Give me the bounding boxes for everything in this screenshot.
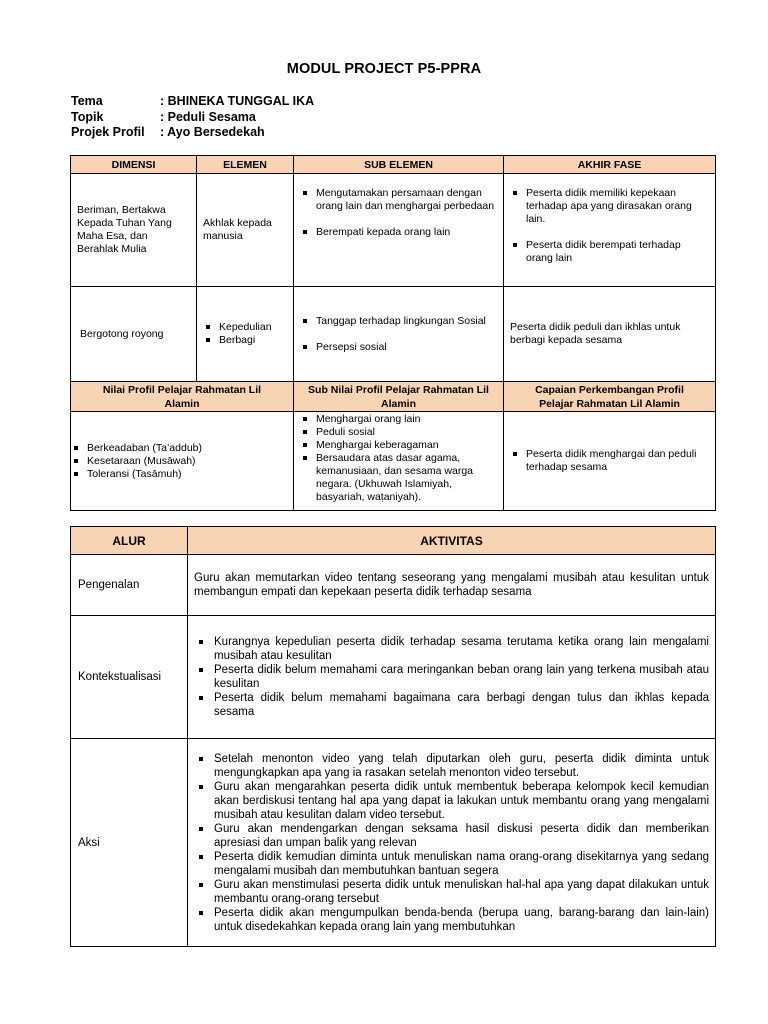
meta-value: : BHINEKA TUNGGAL IKA — [160, 94, 315, 108]
meta-key: Topik — [71, 109, 104, 124]
header-sub-nilai — [294, 382, 504, 412]
header-aktivitas: AKTIVITAS — [188, 527, 716, 555]
alur-label: Kontekstualisasi — [78, 671, 162, 683]
document-title: MODUL PROJECT P5-PPRA — [286, 61, 482, 77]
sub-elemen-cell — [294, 287, 504, 382]
aktivitas-cell — [188, 616, 716, 739]
alur-cell — [71, 616, 188, 739]
activity-row-aksi — [71, 739, 716, 947]
profile-header-row — [71, 156, 716, 174]
list-item: Peserta didik menghargai dan peduli terhadap sesama — [510, 448, 709, 474]
list-item: Persepsi sosial — [300, 341, 497, 354]
module-meta — [71, 94, 314, 141]
meta-row-tema — [71, 94, 314, 110]
aktivitas-cell — [188, 739, 716, 947]
list-item: Setelah menonton video yang telah diputarkan oleh guru, peserta didik diminta untuk mengungkapkan apa yang ia rasakan setelah menonton video tersebut. — [194, 752, 709, 780]
akhir-fase-cell — [504, 287, 716, 382]
aktivitas-list — [188, 748, 715, 938]
list-item: Peserta didik belum memahami cara meringankan beban orang lain yang terkena musibah atau kesulitan — [194, 663, 709, 691]
meta-row-projek-profil — [71, 125, 314, 141]
header-capaian-text: Capaian Perkembangan Profil Pelajar Rahmatan Lil Alamin — [535, 383, 684, 410]
header-capaian — [504, 382, 716, 412]
list-item: Berbagi — [203, 334, 287, 347]
profile-row — [71, 412, 716, 511]
sub-elemen-list — [294, 174, 503, 243]
list-item: Guru akan mendengarkan dengan seksama hasil diskusi peserta didik dan memberikan apresiasi dan umpan balik yang relevan — [194, 822, 709, 850]
dimensi-cell — [71, 287, 197, 382]
akhir-fase-list — [504, 174, 715, 269]
dimensi-cell — [71, 174, 197, 287]
list-item: Tanggap terhadap lingkungan Sosial — [300, 315, 497, 328]
header-akhir-fase: AKHIR FASE — [504, 156, 716, 174]
elemen-cell — [197, 174, 294, 287]
list-item: Peserta didik belum memahami bagaimana cara berbagi dengan tulus dan ikhlas kepada sesama — [194, 691, 709, 719]
alur-label: Pengenalan — [78, 579, 140, 591]
sub-nilai-list — [294, 412, 503, 508]
dimensi-text: Beriman, Bertakwa Kepada Tuhan Yang Maha Esa, dan Berahlak Mulia — [77, 204, 172, 255]
list-item: Peserta didik kemudian diminta untuk menuliskan nama orang-orang disekitarnya yang sedang mengalami musibah dan membutuhkan bantuan segera — [194, 850, 709, 878]
alur-cell — [71, 555, 188, 616]
aktivitas-list — [188, 631, 715, 723]
capaian-list — [504, 444, 715, 478]
header-nilai-profil — [71, 382, 294, 412]
list-item: Guru akan menstimulasi peserta didik untuk menuliskan hal-hal apa yang dapat dilakukan untuk membantu orang-orang tersebut — [194, 878, 709, 906]
list-item: Kurangnya kepedulian peserta didik terhadap sesama terutama ketika orang lain mengalami musibah atau kesulitan — [194, 635, 709, 663]
list-item: Mengutamakan persamaan dengan orang lain dan menghargai perbedaan — [300, 187, 497, 213]
meta-value: : Peduli Sesama — [160, 109, 256, 124]
elemen-list — [197, 317, 293, 351]
list-item: Berkeadaban (Ta’addub) — [71, 442, 287, 455]
list-item: Peserta didik akan mengumpulkan benda-benda (berupa uang, barang-barang dan lain-lain) untuk disedekahkan kepada orang lain yang membutuhkan — [194, 906, 709, 934]
activity-table — [70, 526, 716, 947]
meta-row-topik — [71, 110, 314, 126]
alur-cell — [71, 739, 188, 947]
akhir-fase-text: Peserta didik peduli dan ikhlas untuk berbagi kepada sesama — [510, 321, 681, 346]
header-nilai-profil-text: Nilai Profil Pelajar Rahmatan Lil Alamin — [102, 383, 262, 410]
elemen-text: Akhlak kepada manusia — [203, 217, 272, 242]
list-item: Menghargai keberagaman — [300, 439, 497, 452]
sub-elemen-list — [294, 311, 503, 358]
akhir-fase-cell — [504, 174, 716, 287]
header-elemen: ELEMEN — [197, 156, 294, 174]
header-sub-elemen: SUB ELEMEN — [294, 156, 504, 174]
dimensi-text: Bergotong royong — [80, 327, 164, 340]
sub-elemen-cell — [294, 174, 504, 287]
profile-row — [71, 174, 716, 287]
elemen-cell — [197, 287, 294, 382]
profile-header-row-2 — [71, 382, 716, 412]
capaian-cell — [504, 412, 716, 511]
profile-table — [70, 155, 716, 511]
meta-key: Projek Profil — [71, 125, 145, 139]
list-item: Kepedulian — [203, 321, 287, 334]
list-item: Peserta didik berempati terhadap orang lain — [510, 239, 709, 265]
list-item: Kesetaraan (Musāwah) — [71, 455, 287, 468]
nilai-list — [71, 438, 293, 485]
meta-value: : Ayo Bersedekah — [160, 125, 265, 139]
list-item: Berempati kepada orang lain — [300, 226, 497, 239]
aktivitas-text: Guru akan memutarkan video tentang seseorang yang mengalami musibah atau kesulitan untuk membangun empati dan kepekaan peserta didik terhadap sesama — [194, 572, 709, 598]
list-item: Peserta didik memiliki kepekaan terhadap apa yang dirasakan orang lain. — [510, 187, 709, 226]
meta-key: Tema — [71, 94, 103, 108]
sub-nilai-cell — [294, 412, 504, 511]
profile-row — [71, 287, 716, 382]
list-item: Guru akan mengarahkan peserta didik untuk membentuk beberapa kelompok kecil kemudian akan berdiskusi tentang hal apa yang dapat ia lakukan untuk membantu orang yang mengalami musibah atau kesulitan dalam video tersebut. — [194, 780, 709, 822]
nilai-cell — [71, 412, 294, 511]
header-dimensi: DIMENSI — [71, 156, 197, 174]
header-sub-nilai-text: Sub Nilai Profil Pelajar Rahmatan Lil Alamin — [308, 383, 489, 410]
list-item: Menghargai orang lain — [300, 413, 497, 426]
list-item: Peduli sosial — [300, 426, 497, 439]
header-alur: ALUR — [71, 527, 188, 555]
list-item: Bersaudara atas dasar agama, kemanusiaan, dan sesama warga negara. (Ukhuwah Islamiyah, basyariah, waṭaniyah). — [300, 452, 497, 504]
activity-header-row — [71, 527, 716, 555]
aktivitas-cell — [188, 555, 716, 616]
activity-row-pengenalan — [71, 555, 716, 616]
list-item: Toleransi (Tasāmuh) — [71, 468, 287, 481]
activity-row-kontekstualisasi — [71, 616, 716, 739]
alur-label: Aksi — [78, 836, 100, 849]
